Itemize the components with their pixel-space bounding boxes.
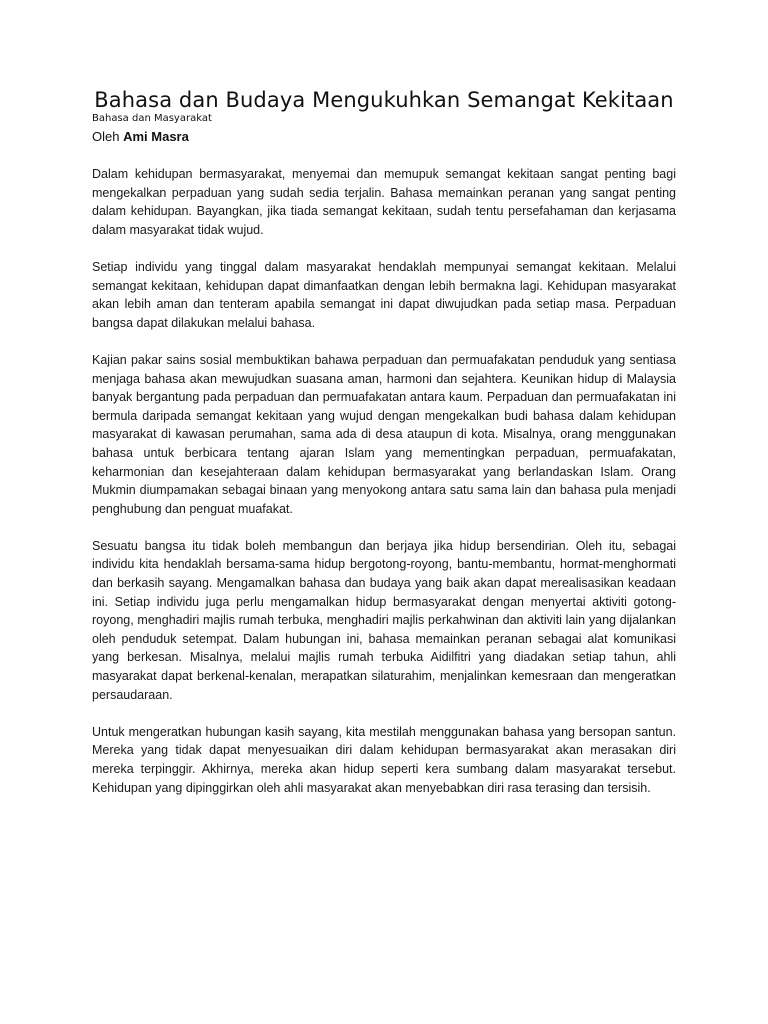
author-name: Ami Masra — [123, 129, 189, 144]
byline — [92, 129, 189, 145]
document-body — [92, 165, 676, 816]
paragraph: Dalam kehidupan bermasyarakat, menyemai dan memupuk semangat kekitaan sangat penting bagi mengekalkan perpaduan yang sudah sedia terjalin. Bahasa memainkan peranan yang sangat penting dalam kehidupan. Bayangkan, jika tiada semangat kekitaan, sudah tentu persefahaman dan kerjasama dalam masyarakat tidak wujud. — [92, 167, 676, 237]
paragraph: Sesuatu bangsa itu tidak boleh membangun dan berjaya jika hidup bersendirian. Oleh itu, sebagai individu kita hendaklah bersama-sama hidup bergotong-royong, bantu-membantu, hormat-menghormati dan berkasih sayang. Mengamalkan bahasa dan budaya yang baik akan dapat merealisasikan keadaan ini. Setiap individu juga perlu mengamalkan hidup bermasyarakat dengan menyertai aktiviti gotong-royong, menghadiri majlis rumah terbuka, menghadiri majlis perkahwinan dan aktiviti lain yang dijalankan oleh penduduk setempat. Dalam hubungan ini, bahasa memainkan peranan sebagai alat komunikasi yang berkesan. Misalnya, melalui majlis rumah terbuka Aidilfitri yang diadakan setiap tahun, ahli masyarakat dapat berkenal-kenalan, merapatkan silaturahim, menjalinkan kemesraan dan mengeratkan persaudaraan. — [92, 538, 676, 702]
paragraph: Untuk mengeratkan hubungan kasih sayang, kita mestilah menggunakan bahasa yang bersopan santun. Mereka yang tidak dapat menyesuaikan diri dalam kehidupan bermasyarakat akan merasakan diri mereka terpinggir. Akhirnya, mereka akan hidup seperti kera sumbang dalam masyarakat tersebut. Kehidupan yang dipinggirkan oleh ahli masyarakat akan menyebabkan diri rasa terasing dan tersisih. — [92, 724, 676, 795]
paragraph: Kajian pakar sains sosial membuktikan bahawa perpaduan dan permuafakatan penduduk yang sentiasa menjaga bahasa akan mewujudkan suasana aman, harmoni dan sejahtera. Keunikan hidup di Malaysia banyak bergantung pada perpaduan dan permuafakatan antara kaum. Perpaduan dan permuafakatan ini bermula daripada semangat kekitaan yang wujud dengan mengekalkan budi bahasa dalam kehidupan masyarakat di kawasan perumahan, sama ada di desa ataupun di kota. Misalnya, orang menggunakan bahasa untuk berbicara tentang ajaran Islam yang mementingkan perpaduan, permuafakatan, keharmonian dan kesejahteraan dalam kehidupan bermasyarakat yang berlandaskan Islam. Orang Mukmin diumpamakan sebagai binaan yang menyokong antara satu sama lain dan bahasa pula menjadi penghubung dan penguat muafakat. — [92, 352, 676, 516]
paragraph: Setiap individu yang tinggal dalam masyarakat hendaklah mempunyai semangat kekitaan. Melalui semangat kekitaan, kehidupan dapat dimanfaatkan dengan lebih bermakna lagi. Kehidupan masyarakat akan lebih aman dan tenteram apabila semangat ini dapat diwujudkan pada setiap masa. Perpaduan bangsa dapat dilakukan melalui bahasa. — [92, 259, 676, 330]
document-category: Bahasa dan Masyarakat — [92, 113, 212, 124]
byline-prefix: Oleh — [92, 129, 120, 144]
document-title: Bahasa dan Budaya Mengukuhkan Semangat Kekitaan — [94, 88, 674, 112]
